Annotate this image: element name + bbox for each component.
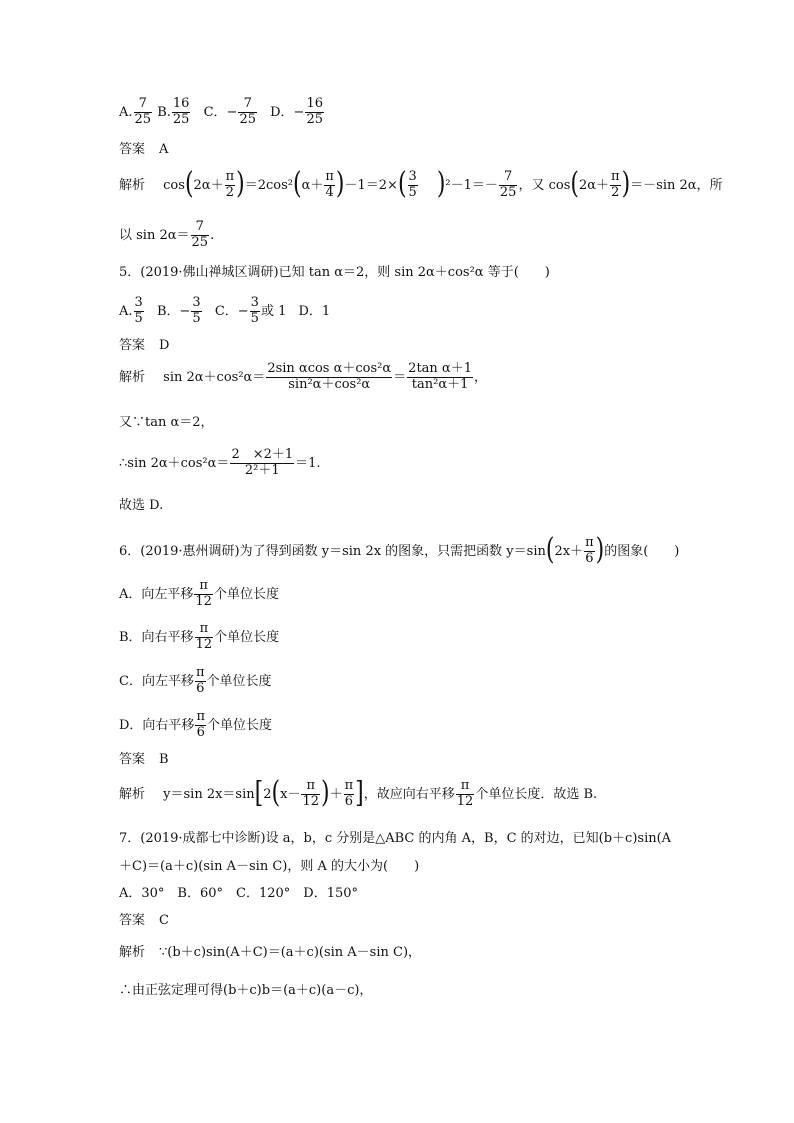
- q5-options: A. $\frac{3}{5}$ B．− $\frac{3}{5}$ C．− $\frac{3}{5}$ 或 1 D．1: [119, 295, 331, 326]
- q5-conclusion: 故选 D.: [119, 498, 164, 513]
- q6-stem: 6．(2019·惠州调研)为了得到函数 y＝sin 2x 的图象，只需把函数 y＝sin(2x＋ $\frac{\pi}{6}$ )的图象( ): [119, 533, 680, 568]
- q4-option-b-fraction: $\frac{16}{25}$: [172, 96, 190, 127]
- q4-option-c-fraction: $\frac{7}{25}$: [239, 96, 256, 127]
- q6-answer: 答案 B: [119, 752, 169, 767]
- q5-stem: 5．(2019·佛山禅城区调研)已知 tan α＝2，则 sin 2α＋cos²α 等于( ): [119, 265, 550, 280]
- q7-answer: 答案 C: [119, 913, 169, 928]
- q5-because: 又∵tan α＝2，: [119, 415, 214, 430]
- q4-answer: 答案 A: [119, 142, 169, 157]
- q6-option-b: B．向右平移 $\frac{\pi}{12}$ 个单位长度: [119, 621, 280, 652]
- q5-answer: 答案 D: [119, 338, 170, 353]
- q7-analysis: 解析 ∵(b＋c)sin(A＋C)＝(a＋c)(sin A－sin C)，: [119, 945, 422, 960]
- q4-option-d-fraction: $\frac{16}{25}$: [306, 96, 323, 127]
- q4-analysis-line2: 以 sin 2α＝ $\frac{7}{25}$ .: [119, 219, 215, 250]
- q6-option-c: C．向左平移 $\frac{\pi}{6}$ 个单位长度: [119, 665, 272, 696]
- q5-therefore: ∴sin 2α＋cos²α＝ $\frac{2 \times 2+1}{\text{2²＋1}}$ ＝1.: [119, 447, 321, 478]
- q4-options: A. $\frac{7}{25}$ B. $\frac{16}{25}$ C．− $\frac{7}{25}$ D．− $\frac{16}{25}$: [119, 96, 323, 127]
- q7-options: A．30° B．60° C．120° D．150°: [119, 886, 359, 901]
- q5-analysis: 解析 sin 2α＋cos²α＝ $\frac{\text{2sin αcos α＋cos²α}}{\text{sin²α＋cos²α}}$ ＝ $\frac{\text{2tan α＋1}}{\text{tan²α＋1}}$ ，: [119, 361, 487, 392]
- q6-option-d: D．向右平移 $\frac{\pi}{6}$ 个单位长度: [119, 709, 272, 740]
- q6-option-a: A．向左平移 $\frac{\pi}{12}$ 个单位长度: [119, 578, 279, 609]
- q7-analysis-line2: ∴由正弦定理可得(b＋c)b＝(a＋c)(a－c)，: [119, 983, 373, 998]
- q7-stem-line1: 7．(2019·成都七中诊断)设 a，b，c 分别是△ABC 的内角 A，B，C 的对边，已知(b＋c)sin(A: [119, 831, 672, 846]
- q4-option-a-fraction: $\frac{7}{25}$: [134, 96, 152, 127]
- q4-analysis: 解析 cos(2α＋ $\frac{\pi}{2}$ )＝2cos²(α＋ $\frac{\pi}{4}$ )－1＝2×( $\frac{3}{5}$ )²－1＝－ $\frac{7}{25}$ ，又 cos(2α＋ $\frac{\pi}{2}$ )＝－sin 2α，所: [119, 167, 723, 202]
- q7-stem-line2: ＋C)＝(a＋c)(sin A－sin C)，则 A 的大小为( ): [119, 859, 420, 874]
- q6-analysis: 解析 y＝sin 2x＝sin[2(x－ $\frac{\pi}{12}$ )＋ $\frac{\pi}{6}$ ]，故应向右平移 $\frac{\pi}{12}$ 个单位长度．故选 B.: [119, 776, 598, 811]
